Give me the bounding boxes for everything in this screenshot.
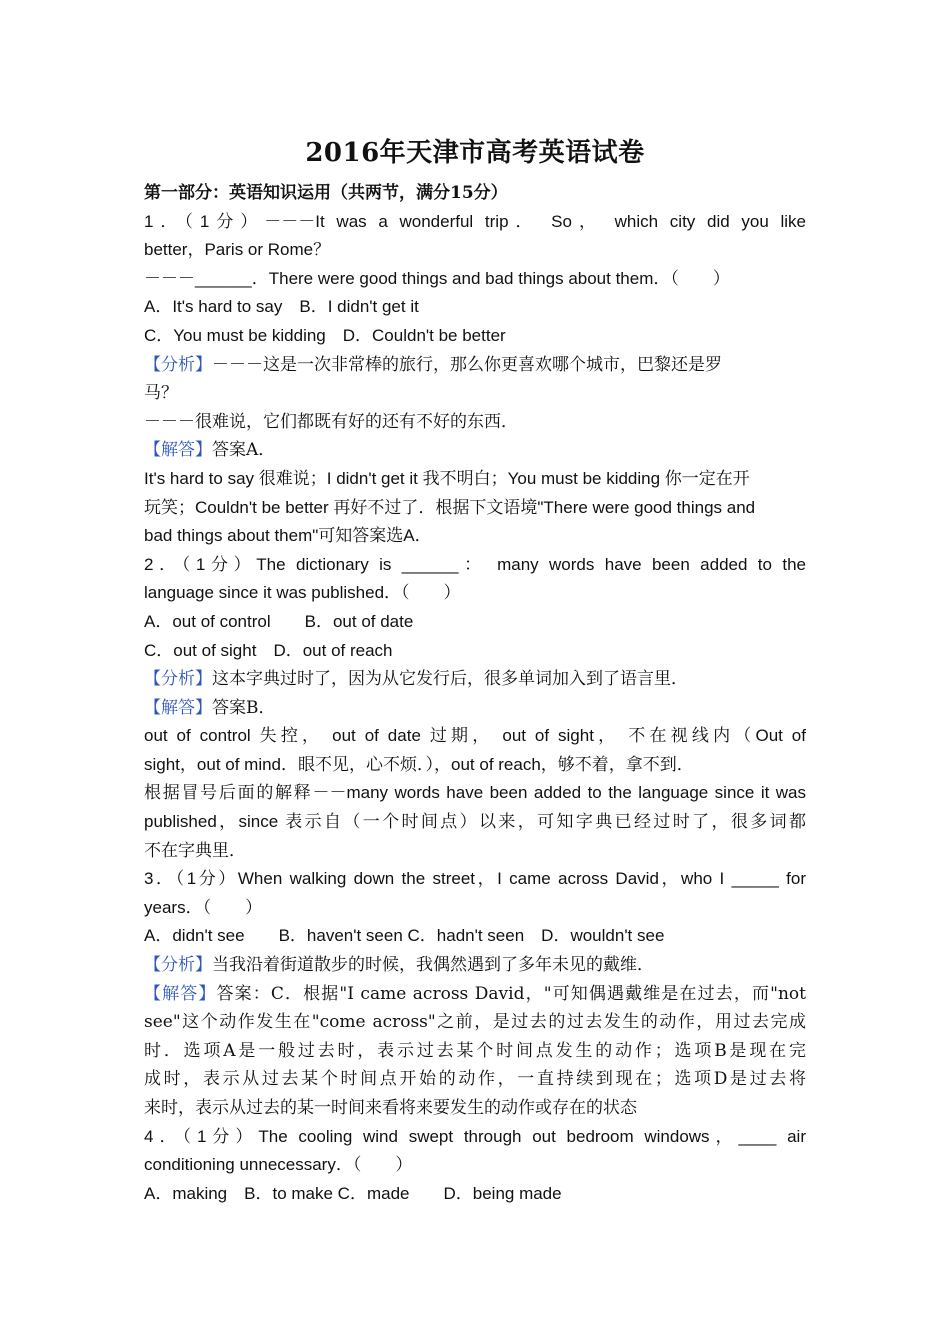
q2-explanation-line1: out of control 失控， out of date 过期， out of sight， 不在视线内（Out of <box>144 726 806 746</box>
q1-explanation-line1: It's hard to say 很难说；I didn't get it 我不明白；You must be kidding 你一定在开 <box>144 468 750 488</box>
q2-stem-line1: 2．（1分）The dictionary is ______： many words have been added to the <box>144 554 806 574</box>
answer-tag: 【解答】 <box>144 440 212 461</box>
q2-stem-line2: language since it was published．（ ） <box>144 583 461 603</box>
analysis-tag: 【分析】 <box>144 955 212 976</box>
q2-analysis: 【分析】这本字典过时了，因为从它发行后，很多单词加入到了语言里． <box>144 669 688 690</box>
q3-stem-line1: 3．（1分）When walking down the street，I came across David，who I _____ for <box>144 869 806 889</box>
q1-explanation-line3: bad things about them"可知答案选A． <box>144 526 432 546</box>
q1-options-cd: C．You must be kidding D．Couldn't be better <box>144 325 506 345</box>
q3-options: A．didn't see B．haven't seen C．hadn't seen D．wouldn't see <box>144 926 665 946</box>
q1-stem-line1: 1．（1分）－－－It was a wonderful trip． So， which city did you like <box>144 211 806 231</box>
page-title: 2016年天津市高考英语试卷 <box>305 138 645 168</box>
q3-answer-line5: 来时，表示从过去的某一时间来看将来要发生的动作或存在的状态 <box>144 1098 637 1118</box>
q3-answer-line2: see"这个动作发生在"come across"之前，是过去的过去发生的动作，用过去完成 <box>144 1012 806 1033</box>
q2-explanation-line4: published，since 表示自（一个时间点）以来，可知字典已经过时了，很多词都 <box>144 812 806 832</box>
answer-tag: 【解答】 <box>144 697 212 718</box>
q1-analysis-line2: 马？ <box>144 383 178 404</box>
q4-options: A．making B．to make C．made D．being made <box>144 1183 562 1203</box>
q3-analysis: 【分析】当我沿着街道散步的时候，我偶然遇到了多年未见的戴维． <box>144 955 654 976</box>
q2-explanation-line2: sight，out of mind．眼不见，心不烦．），out of reach，够不着，拿不到． <box>144 754 694 774</box>
q1-answer: 【解答】答案A． <box>144 440 276 461</box>
q2-answer: 【解答】答案B． <box>144 697 276 718</box>
q1-stem-line3: －－－______．There were good things and bad things about them．（ ） <box>144 268 730 288</box>
q3-answer-line4: 成时，表示从过去某个时间点开始的动作，一直持续到现在；选项D是过去将 <box>144 1069 806 1090</box>
analysis-tag: 【分析】 <box>144 669 212 690</box>
q1-analysis-line1: 【分析】－－－这是一次非常棒的旅行，那么你更喜欢哪个城市，巴黎还是罗 <box>144 354 722 375</box>
q2-options-cd: C．out of sight D．out of reach <box>144 640 393 660</box>
exam-page <box>144 126 806 1208</box>
q1-analysis-line3: －－－很难说，它们都既有好的还有不好的东西． <box>144 411 518 432</box>
q4-stem-line2: conditioning unnecessary．（ ） <box>144 1155 413 1175</box>
q3-answer-line3: 时．选项A是一般过去时，表示过去某个时间点发生的动作；选项B是现在完 <box>144 1040 806 1061</box>
answer-tag: 【解答】 <box>144 983 217 1004</box>
q2-explanation-line3: 根据冒号后面的解释－－many words have been added to the language since it was <box>144 783 806 803</box>
q4-stem-line1: 4．（1分）The cooling wind swept through out bedroom windows，____ air <box>144 1126 806 1146</box>
analysis-tag: 【分析】 <box>144 354 212 375</box>
q1-options-ab: A．It's hard to say B．I didn't get it <box>144 297 419 317</box>
q2-explanation-line5: 不在字典里． <box>144 840 246 861</box>
section-heading: 第一部分：英语知识运用（共两节，满分15分） <box>144 183 508 203</box>
q1-explanation-line2: 玩笑；Couldn't be better 再好不过了．根据下文语境"There were good things and <box>144 497 756 517</box>
q3-stem-line2: years．（ ） <box>144 897 263 917</box>
q2-options-ab: A．out of control B．out of date <box>144 611 414 631</box>
q3-answer-line1: 【解答】答案：C．根据"I came across David，"可知偶遇戴维是在过去，而"not <box>144 983 806 1004</box>
q1-stem-line2: better，Paris or Rome？ <box>144 240 331 260</box>
